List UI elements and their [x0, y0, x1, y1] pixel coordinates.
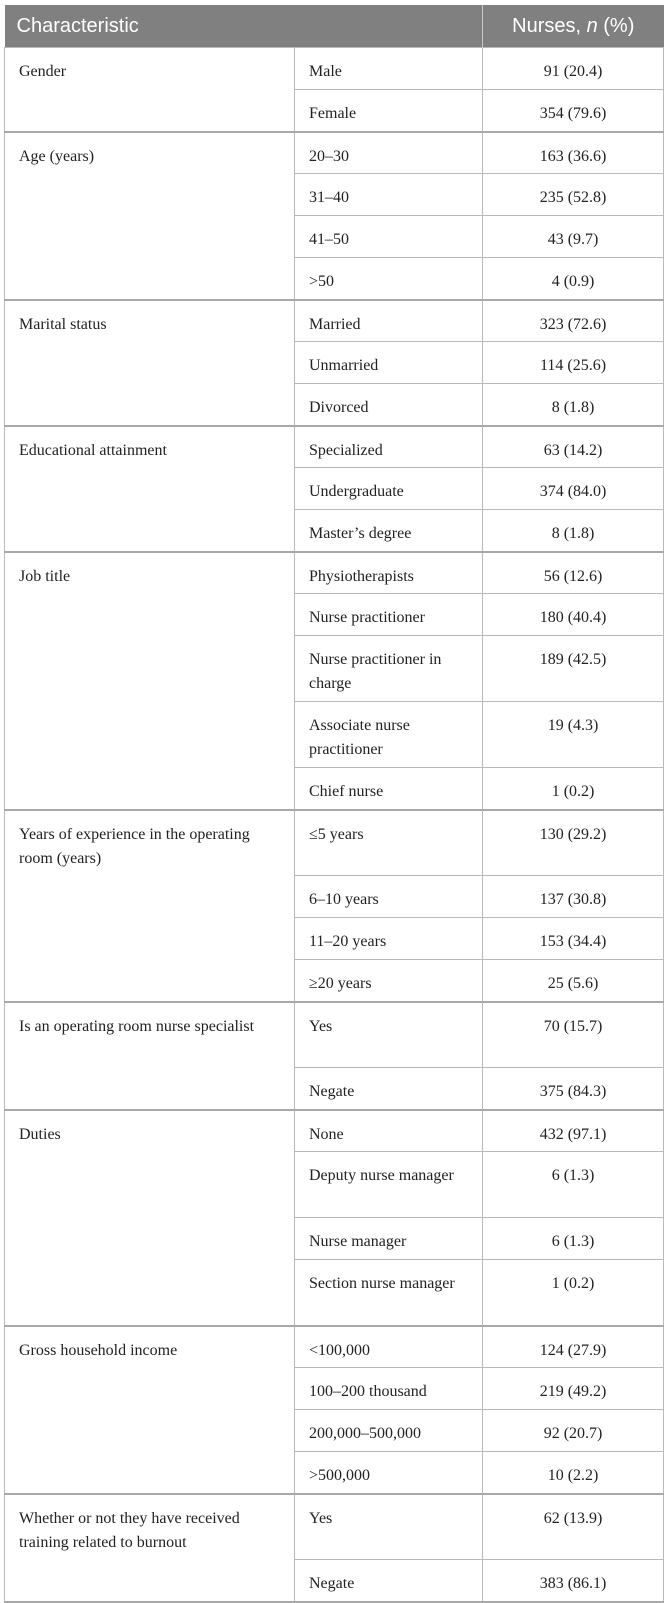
value-cell: 163 (36.6) [483, 132, 664, 174]
group-label: Years of experience in the operating room (years) [5, 810, 295, 1002]
subcategory-cell: Nurse practitioner [295, 594, 483, 636]
subcategory-cell: Negate [295, 1068, 483, 1110]
value-cell: 137 (30.8) [483, 876, 664, 918]
subcategory-cell: Undergraduate [295, 468, 483, 510]
value-cell: 62 (13.9) [483, 1494, 664, 1560]
table-row [5, 132, 664, 174]
subcategory-cell: Deputy nurse manager [295, 1152, 483, 1218]
table-row [5, 1494, 664, 1560]
table-row [5, 426, 664, 468]
subcategory-cell: 200,000–500,000 [295, 1410, 483, 1452]
subcategory-cell: 11–20 years [295, 918, 483, 960]
subcategory-cell: ≤5 years [295, 810, 483, 876]
subcategory-cell: Associate nurse practitioner [295, 702, 483, 768]
value-cell: 19 (4.3) [483, 702, 664, 768]
value-cell: 375 (84.3) [483, 1068, 664, 1110]
table-row [5, 300, 664, 342]
table-row [5, 810, 664, 876]
subcategory-cell: 20–30 [295, 132, 483, 174]
value-cell: 92 (20.7) [483, 1410, 664, 1452]
table-row [5, 1002, 664, 1068]
subcategory-cell: >500,000 [295, 1452, 483, 1494]
value-cell: 4 (0.9) [483, 258, 664, 300]
group-label: Marital status [5, 300, 295, 426]
subcategory-cell: Divorced [295, 384, 483, 426]
value-cell: 323 (72.6) [483, 300, 664, 342]
subcategory-cell: 6–10 years [295, 876, 483, 918]
table-row [5, 552, 664, 594]
group-label: Is an operating room nurse specialist [5, 1002, 295, 1110]
value-cell: 91 (20.4) [483, 48, 664, 90]
subcategory-cell: <100,000 [295, 1326, 483, 1368]
value-cell: 180 (40.4) [483, 594, 664, 636]
subcategory-cell: Specialized [295, 426, 483, 468]
header-characteristic: Characteristic [5, 5, 483, 48]
header-n-italic: n [586, 14, 598, 37]
value-cell: 153 (34.4) [483, 918, 664, 960]
group-label: Whether or not they have received training related to burnout [5, 1494, 295, 1602]
header-percent: (%) [597, 14, 635, 37]
value-cell: 6 (1.3) [483, 1152, 664, 1218]
subcategory-cell: Male [295, 48, 483, 90]
header-nurses-label: Nurses, [512, 14, 587, 37]
value-cell: 70 (15.7) [483, 1002, 664, 1068]
subcategory-cell: 100–200 thousand [295, 1368, 483, 1410]
value-cell: 383 (86.1) [483, 1560, 664, 1602]
value-cell: 1 (0.2) [483, 1260, 664, 1326]
value-cell: 130 (29.2) [483, 810, 664, 876]
value-cell: 43 (9.7) [483, 216, 664, 258]
subcategory-cell: Section nurse manager [295, 1260, 483, 1326]
group-label: Duties [5, 1110, 295, 1326]
subcategory-cell: None [295, 1110, 483, 1152]
table-row [5, 1110, 664, 1152]
subcategory-cell: ≥20 years [295, 960, 483, 1002]
value-cell: 6 (1.3) [483, 1218, 664, 1260]
group-label: Gender [5, 48, 295, 132]
table-row [5, 48, 664, 90]
value-cell: 432 (97.1) [483, 1110, 664, 1152]
table-body [5, 48, 664, 1602]
subcategory-cell: >50 [295, 258, 483, 300]
group-label: Age (years) [5, 132, 295, 300]
value-cell: 189 (42.5) [483, 636, 664, 702]
value-cell: 10 (2.2) [483, 1452, 664, 1494]
group-label: Educational attainment [5, 426, 295, 552]
subcategory-cell: Yes [295, 1002, 483, 1068]
subcategory-cell: Physiotherapists [295, 552, 483, 594]
subcategory-cell: Unmarried [295, 342, 483, 384]
value-cell: 124 (27.9) [483, 1326, 664, 1368]
subcategory-cell: 31–40 [295, 174, 483, 216]
value-cell: 114 (25.6) [483, 342, 664, 384]
table-row [5, 1326, 664, 1368]
value-cell: 219 (49.2) [483, 1368, 664, 1410]
subcategory-cell: Nurse practitioner in charge [295, 636, 483, 702]
subcategory-cell: Nurse manager [295, 1218, 483, 1260]
characteristics-table [4, 5, 664, 1603]
subcategory-cell: Negate [295, 1560, 483, 1602]
value-cell: 63 (14.2) [483, 426, 664, 468]
table-header-row [5, 5, 664, 48]
value-cell: 8 (1.8) [483, 384, 664, 426]
subcategory-cell: Yes [295, 1494, 483, 1560]
subcategory-cell: Married [295, 300, 483, 342]
group-label: Job title [5, 552, 295, 810]
value-cell: 235 (52.8) [483, 174, 664, 216]
value-cell: 1 (0.2) [483, 768, 664, 810]
value-cell: 374 (84.0) [483, 468, 664, 510]
value-cell: 56 (12.6) [483, 552, 664, 594]
value-cell: 354 (79.6) [483, 90, 664, 132]
subcategory-cell: Master’s degree [295, 510, 483, 552]
value-cell: 25 (5.6) [483, 960, 664, 1002]
subcategory-cell: 41–50 [295, 216, 483, 258]
value-cell: 8 (1.8) [483, 510, 664, 552]
header-nurses [483, 5, 664, 48]
subcategory-cell: Female [295, 90, 483, 132]
group-label: Gross household income [5, 1326, 295, 1494]
subcategory-cell: Chief nurse [295, 768, 483, 810]
